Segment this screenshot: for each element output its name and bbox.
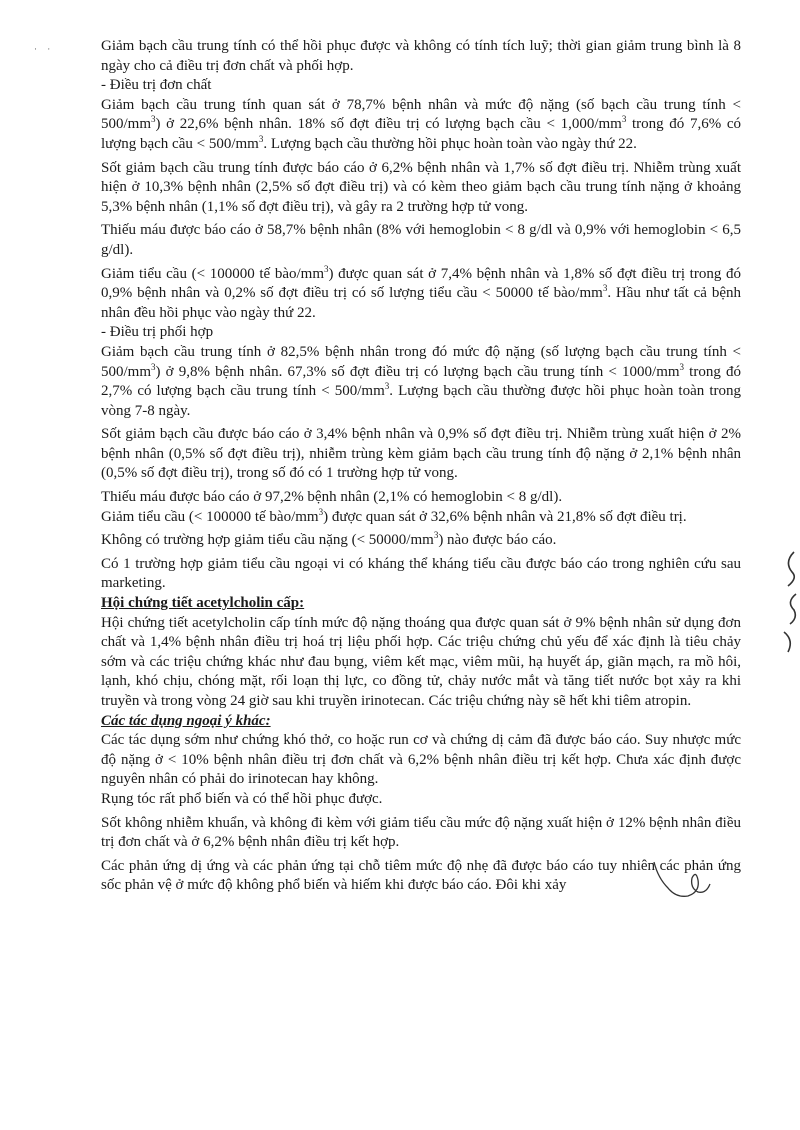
paragraph: Các tác dụng sớm như chứng khó thở, co hoặc run cơ và chứng dị cảm đã được báo cáo. Suy nhược mức độ nặng ở < 10% bệnh nhân điều trị đơn chất và 6,2% bệnh nhân điều trị kết hợp. Chưa xác định được nguyên nhân có phải do irinotecan hay không. (101, 732, 741, 788)
section-heading-cholinergic: Hội chứng tiết acetylcholin cấp: (101, 595, 305, 612)
paragraph: Các phản ứng dị ứng và các phản ứng tại chỗ tiêm mức độ nhẹ đã được báo cáo tuy nhiên các phản ứng sốc phản vệ ở mức độ không phổ biến và hiếm khi được báo cáo. Đôi khi xảy (101, 857, 741, 894)
paragraph: Thiếu máu được báo cáo ở 97,2% bệnh nhân (2,1% có hemoglobin < 8 g/dl). (101, 489, 563, 506)
paragraph: Có 1 trường hợp giảm tiểu cầu ngoại vi có kháng thể kháng tiểu cầu được báo cáo trong nghiên cứu sau marketing. (101, 555, 741, 592)
paragraph: Giảm bạch cầu trung tính có thể hồi phục được và không có tính tích luỹ; thời gian giảm trung bình là 8 ngày cho cả điều trị đơn chất và phối hợp. (101, 38, 741, 74)
paragraph: Giảm bạch cầu trung tính ở 82,5% bệnh nhân trong đó mức độ nặng (số lượng bạch cầu trung tính < $500/mm^3$) ở 9,8% bệnh nhân. 67,3% số đợt điều trị có lượng bạch cầu trung tính < $1000/mm^3$ trong đó 2,7% có lượng bạch cầu trung tính < $500/mm^3$. Lượng bạch cầu thường được hồi phục hoàn toàn trong vòng 7-8 ngày. (101, 343, 741, 419)
paragraph: Rụng tóc rất phổ biến và có thể hồi phục được. (101, 790, 383, 807)
paragraph: Sốt không nhiễm khuẩn, và không đi kèm với giảm tiểu cầu mức độ nặng xuất hiện ở 12% bệnh nhân điều trị đơn chất và ở 6,2% bệnh nhân điều trị kết hợp. (101, 814, 741, 851)
paragraph: Giảm tiểu cầu (< 100000 tế bào/$mm^3$) được quan sát ở 7,4% bệnh nhân và 1,8% số đợt điều trị trong đó 0,9% bệnh nhân và 0,2% số đợt điều trị có số lượng tiểu cầu < 50000 tế bào/$mm^3$. Hầu như tất cả bệnh nhân đều hồi phục vào ngày thứ 22. (101, 263, 741, 321)
handwritten-signature (648, 858, 718, 906)
paragraph: Thiếu máu được báo cáo ở 58,7% bệnh nhân (8% với hemoglobin < 8 g/dl và 0,9% với hemoglobin < 6,5 g/dl). (101, 222, 741, 258)
paragraph: Không có trường hợp giảm tiểu cầu nặng (< $50000/mm^3$) nào được báo cáo. (101, 530, 557, 549)
document-page (101, 37, 741, 900)
subheading-monotherapy: - Điều trị đơn chất (101, 77, 212, 94)
paragraph: Sốt giảm bạch cầu được báo cáo ở 3,4% bệnh nhân và 0,9% số đợt điều trị. Nhiễm trùng xuất hiện ở 2% bệnh nhân (0,5% số đợt điều trị), nhiễm trùng kèm giảm bạch cầu trung tính độ nặng ở 2,1% bệnh nhân (0,5% số đợt điều trị), trong số đó có 1 trường hợp tử vong. (101, 426, 741, 482)
paragraph: Giảm tiểu cầu (< 100000 tế bào/$mm^3$) được quan sát ở 32,6% bệnh nhân và 21,8% số đợt điều trị. (101, 506, 687, 525)
subheading-combination: - Điều trị phối hợp (101, 324, 214, 341)
edge-stamp-fragment (778, 548, 800, 658)
paragraph: Sốt giảm bạch cầu trung tính được báo cáo ở 6,2% bệnh nhân và 1,7% số đợt điều trị. Nhiễm trùng xuất hiện ở 10,3% bệnh nhân (2,5% số đợt điều trị) và có kèm theo giảm bạch cầu trung tính nặng ở khoảng 5,3% bệnh nhân (1,1% số đợt điều trị), và gây ra 2 trường hợp tử vong. (101, 159, 741, 215)
scan-edge-marks: · · (34, 44, 55, 54)
section-heading-other-effects: Các tác dụng ngoại ý khác: (101, 712, 271, 729)
paragraph: Hội chứng tiết acetylcholin cấp tính mức độ nặng thoáng qua được quan sát ở 9% bệnh nhân sử dụng đơn chất và 1,4% bệnh nhân điều trị hoá trị liệu phối hợp. Các triệu chứng chủ yếu để xác định là tiêu chảy sớm và các triệu chứng khác như đau bụng, viêm kết mạc, viêm mũi, hạ huyết áp, giãn mạch, ra mồ hôi, lạnh, khó chịu, chóng mặt, rối loạn thị lực, co đồng tử, chảy nước mắt và tăng tiết nước bọt xảy ra khi truyền và trong vòng 24 giờ sau khi truyền irinotecan. Các triệu chứng này sẽ hết khi tiêm atropin. (101, 614, 741, 709)
paragraph: Giảm bạch cầu trung tính quan sát ở 78,7% bệnh nhân và mức độ nặng (số bạch cầu trung tính < $500/mm^3$) ở 22,6% bệnh nhân. 18% số đợt điều trị có lượng bạch cầu < $1,000/mm^3$ trong đó 7,6% có lượng bạch cầu < $500/mm^3$. Lượng bạch cầu thường hồi phục hoàn toàn vào ngày thứ 22. (101, 96, 741, 152)
